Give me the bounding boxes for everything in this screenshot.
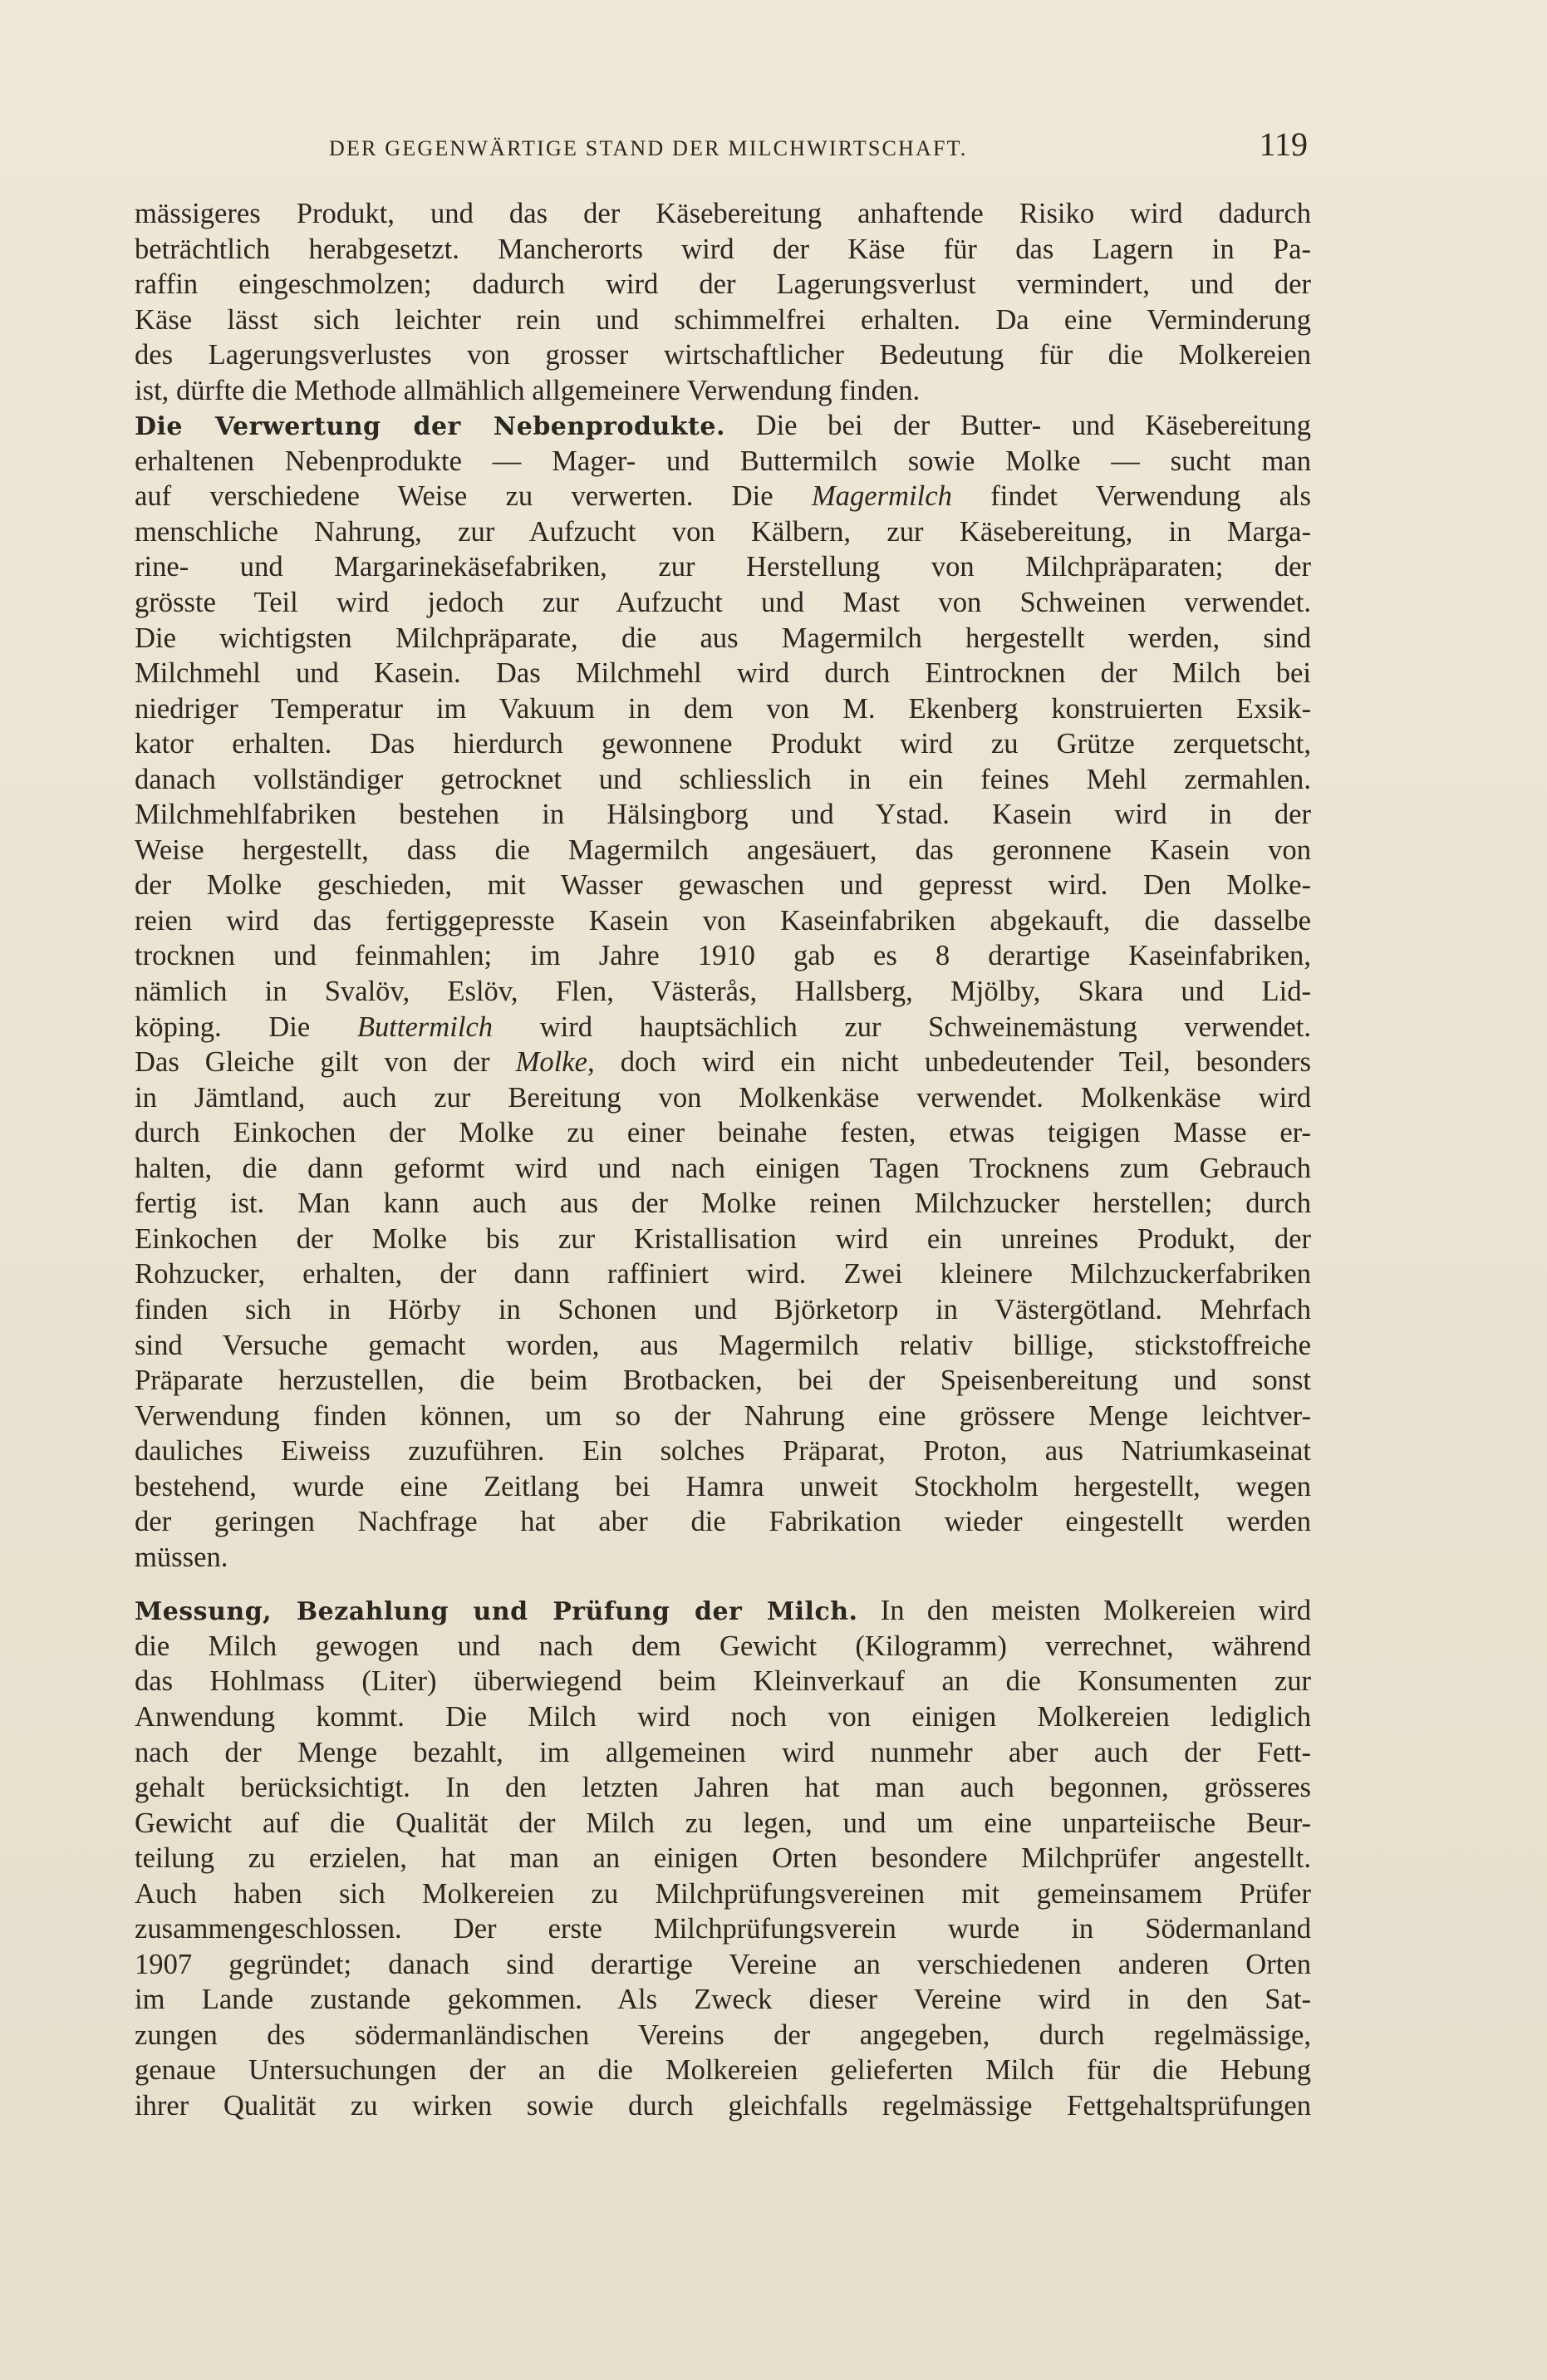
section-byproducts bbox=[135, 408, 1311, 1575]
section-heading: Messung, Bezahlung und Prüfung der Milch. bbox=[135, 1597, 858, 1627]
text-line: beträchtlich herabgesetzt. Mancherorts wird der Käse für das Lagern in Pa- bbox=[135, 233, 1311, 265]
text-line: der geringen Nachfrage hat aber die Fabrikation wieder eingestellt werden bbox=[135, 1506, 1311, 1538]
paragraph-cheese-storage bbox=[135, 196, 1311, 408]
text-line: gehalt berücksichtigt. In den letzten Jahren hat man auch begonnen, grösseres bbox=[135, 1772, 1311, 1804]
text-line: Präparate herzustellen, die beim Brotbacken, bei der Speisenbereitung und sonst bbox=[135, 1365, 1311, 1397]
text-line: reien wird das fertiggepresste Kasein von Kaseinfabriken abgekauft, die dasselbe bbox=[135, 904, 1311, 937]
text-line: rine- und Margarinekäsefabriken, zur Herstellung von Milchpräparaten; der bbox=[135, 551, 1311, 583]
text-line: kator erhalten. Das hierdurch gewonnene Produkt wird zu Grütze zerquetscht, bbox=[135, 728, 1311, 760]
emphasis-term: Molke, bbox=[515, 1046, 595, 1079]
text-line: Einkochen der Molke bis zur Kristallisation wird ein unreines Produkt, der bbox=[135, 1222, 1311, 1255]
text-line: Anwendung kommt. Die Milch wird noch von einigen Molkereien lediglich bbox=[135, 1700, 1311, 1733]
text-line: müssen. bbox=[135, 1541, 228, 1573]
text-line: zungen des södermanländischen Vereins der angegeben, durch regelmässige, bbox=[135, 2019, 1311, 2051]
text-line: trocknen und feinmahlen; im Jahre 1910 gab es 8 derartige Kaseinfabriken, bbox=[135, 940, 1311, 972]
text-line: nämlich in Svalöv, Eslöv, Flen, Västerås, Hallsberg, Mjölby, Skara und Lid- bbox=[135, 976, 1311, 1008]
text-line: in Jämtland, auch zur Bereitung von Molkenkäse verwendet. Molkenkäse wird bbox=[135, 1081, 1311, 1114]
section-milk-measurement bbox=[135, 1593, 1311, 2123]
text-line: 1907 gegründet; danach sind derartige Vereine an verschiedenen anderen Orten bbox=[135, 1948, 1311, 1980]
text-line: halten, die dann geformt wird und nach einigen Tagen Trocknens zum Gebrauch bbox=[135, 1152, 1311, 1184]
text-line: auf verschiedene Weise zu verwerten. Die Magermilch findet Verwendung als bbox=[135, 480, 1311, 513]
text-line: erhaltenen Nebenprodukte — Mager- und Buttermilch sowie Molke — sucht man bbox=[135, 445, 1311, 477]
text-line: Milchmehl und Kasein. Das Milchmehl wird durch Eintrocknen der Milch bei bbox=[135, 657, 1311, 690]
text-line: nach der Menge bezahlt, im allgemeinen wird nunmehr aber auch der Fett- bbox=[135, 1736, 1311, 1768]
text-line: durch Einkochen der Molke zu einer beinahe festen, etwas teigigen Masse er- bbox=[135, 1117, 1311, 1149]
page-header bbox=[329, 125, 1308, 175]
text-line: die Milch gewogen und nach dem Gewicht (Kilogramm) verrechnet, während bbox=[135, 1630, 1311, 1662]
text-line: Messung, Bezahlung und Prüfung der Milch. In den meisten Molkereien wird bbox=[135, 1595, 1311, 1627]
text-line: genaue Untersuchungen der an die Molkereien gelieferten Milch für die Hebung bbox=[135, 2054, 1311, 2087]
text-line: Rohzucker, erhalten, der dann raffiniert wird. Zwei kleinere Milchzuckerfabriken bbox=[135, 1258, 1311, 1291]
text-line: Die Verwertung der Nebenprodukte. Die bei der Butter- und Käsebereitung bbox=[135, 410, 1311, 442]
text-line: mässigeres Produkt, und das der Käsebereitung anhaftende Risiko wird dadurch bbox=[135, 198, 1311, 229]
text-line: Käse lässt sich leichter rein und schimmelfrei erhalten. Da eine Verminderung bbox=[135, 303, 1311, 336]
text-line: danach vollständiger getrocknet und schliesslich in ein feines Mehl zermahlen. bbox=[135, 763, 1311, 795]
text-line: raffin eingeschmolzen; dadurch wird der Lagerungsverlust vermindert, und der bbox=[135, 268, 1311, 301]
text-line: finden sich in Hörby in Schonen und Björketorp in Västergötland. Mehrfach bbox=[135, 1293, 1311, 1325]
text-line: bestehend, wurde eine Zeitlang bei Hamra unweit Stockholm hergestellt, wegen bbox=[135, 1470, 1311, 1502]
text-line: des Lagerungsverlustes von grosser wirtschaftlicher Bedeutung für die Molkereien bbox=[135, 339, 1311, 371]
page-body bbox=[135, 196, 1311, 2124]
text-line: sind Versuche gemacht worden, aus Magermilch relativ billige, stickstoffreiche bbox=[135, 1329, 1311, 1361]
text-line: dauliches Eiweiss zuzuführen. Ein solches Präparat, Proton, aus Natriumkaseinat bbox=[135, 1435, 1311, 1468]
text-line: das Hohlmass (Liter) überwiegend beim Kleinverkauf an die Konsumenten zur bbox=[135, 1665, 1311, 1698]
text-line: Weise hergestellt, dass die Magermilch angesäuert, das geronnene Kasein von bbox=[135, 833, 1311, 866]
text-line: Das Gleiche gilt von der Molke, doch wird ein nicht unbedeutender Teil, besonders bbox=[135, 1046, 1311, 1079]
text-line: im Lande zustande gekommen. Als Zweck dieser Vereine wird in den Sat- bbox=[135, 1984, 1311, 2016]
text-line: zusammengeschlossen. Der erste Milchprüfungsverein wurde in Södermanland bbox=[135, 1913, 1311, 1945]
text-line: der Molke geschieden, mit Wasser gewaschen und gepresst wird. Den Molke- bbox=[135, 869, 1311, 902]
text-line: fertig ist. Man kann auch aus der Molke reinen Milchzucker herstellen; durch bbox=[135, 1188, 1311, 1220]
page-number: 119 bbox=[1259, 125, 1308, 163]
text-line: ist, dürfte die Methode allmählich allgemeinere Verwendung finden. bbox=[135, 374, 921, 406]
text-line: Gewicht auf die Qualität der Milch zu legen, und um eine unparteiische Beur- bbox=[135, 1807, 1311, 1839]
paragraph-gap bbox=[135, 1575, 1311, 1593]
text-line: teilung zu erzielen, hat man an einigen Orten besondere Milchprüfer angestellt. bbox=[135, 1842, 1311, 1875]
text-line: Milchmehlfabriken bestehen in Hälsingborg und Ystad. Kasein wird in der bbox=[135, 799, 1311, 831]
emphasis-term: Magermilch bbox=[811, 480, 952, 513]
text-line: Die wichtigsten Milchpräparate, die aus Magermilch hergestellt werden, sind bbox=[135, 622, 1311, 654]
text-line: menschliche Nahrung, zur Aufzucht von Kälbern, zur Käsebereitung, in Marga- bbox=[135, 515, 1311, 548]
section-heading: Die Verwertung der Nebenprodukte. bbox=[135, 412, 725, 442]
text-line: grösste Teil wird jedoch zur Aufzucht und Mast von Schweinen verwendet. bbox=[135, 587, 1311, 619]
emphasis-term: Buttermilch bbox=[356, 1011, 494, 1043]
text-line: ihrer Qualität zu wirken sowie durch gleichfalls regelmässige Fettgehaltsprüfungen bbox=[135, 2089, 1311, 2122]
text-line: Verwendung finden können, um so der Nahrung eine grössere Menge leichtver- bbox=[135, 1399, 1311, 1432]
text-line: Auch haben sich Molkereien zu Milchprüfungsvereinen mit gemeinsamem Prüfer bbox=[135, 1877, 1311, 1910]
text-line: niedriger Temperatur im Vakuum in dem von M. Ekenberg konstruierten Exsik- bbox=[135, 692, 1311, 725]
text-line: köping. Die Buttermilch wird hauptsächlich zur Schweinemästung verwendet. bbox=[135, 1011, 1311, 1043]
running-title: DER GEGENWÄRTIGE STAND DER MILCHWIRTSCHAFT. bbox=[329, 136, 968, 160]
